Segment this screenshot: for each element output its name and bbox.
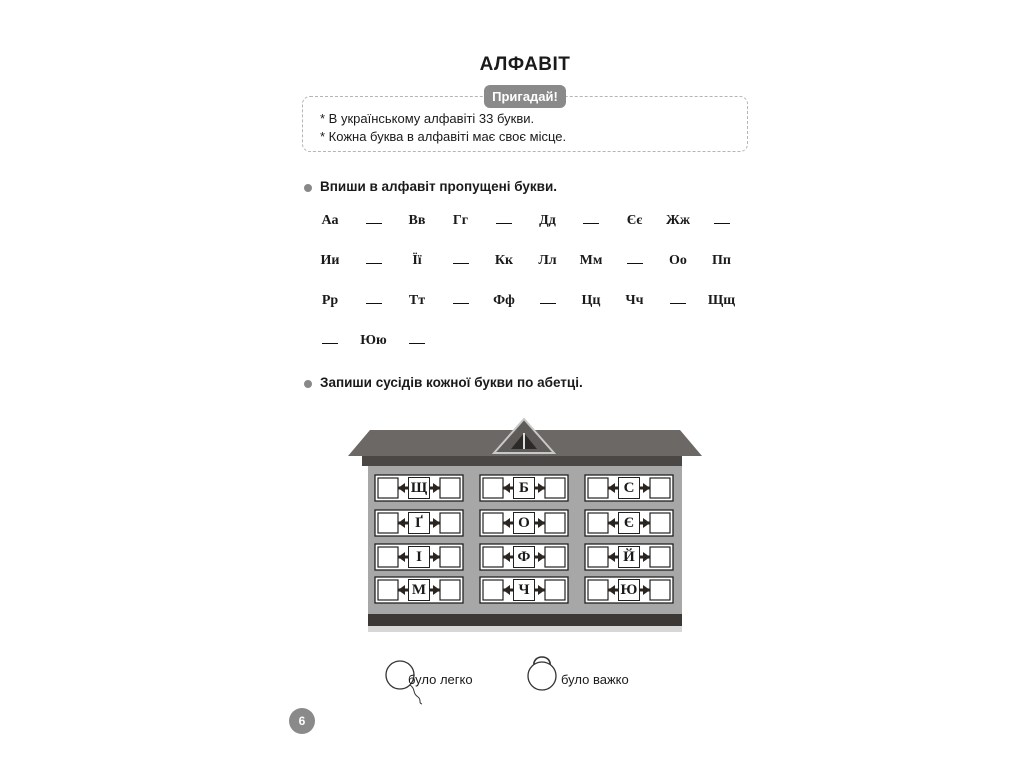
alphabet-letter: Єє xyxy=(626,213,643,228)
right-neighbor-box[interactable] xyxy=(650,580,670,600)
alphabet-letter: Фф xyxy=(493,293,515,308)
task2-instruction: Запиши сусідів кожної букви по абетці. xyxy=(320,375,583,390)
rule-text: * В українському алфавіті 33 букви. xyxy=(320,111,535,126)
alphabet-letter: Жж xyxy=(666,213,690,228)
alphabet-letter: Гг xyxy=(452,213,469,228)
left-neighbor-box[interactable] xyxy=(588,580,608,600)
hard-label: було важко xyxy=(561,672,629,687)
center-letter: Й xyxy=(618,546,640,568)
center-letter: О xyxy=(513,512,535,534)
alphabet-letter: Вв xyxy=(408,213,426,228)
remember-badge: Пригадай! xyxy=(484,85,566,108)
easy-label: було легко xyxy=(408,672,473,687)
center-letter: І xyxy=(408,546,430,568)
page-number: 6 xyxy=(289,708,315,734)
alphabet-letter: Юю xyxy=(360,333,387,348)
letter-blank xyxy=(438,253,484,269)
right-neighbor-box[interactable] xyxy=(440,547,460,567)
rule-text: * Кожна буква в алфавіті має своє місце. xyxy=(320,129,567,144)
letter-blank xyxy=(351,213,397,229)
alphabet-letter: Чч xyxy=(625,293,644,308)
alphabet-letter: Аа xyxy=(321,213,339,228)
bullet-icon xyxy=(304,380,312,388)
center-letter: Ґ xyxy=(408,512,430,534)
letter-blank xyxy=(351,293,397,309)
center-letter: С xyxy=(618,477,640,499)
left-neighbor-box[interactable] xyxy=(378,513,398,533)
alphabet-letter: Оо xyxy=(669,253,687,268)
alphabet-letter: Кк xyxy=(494,253,514,268)
task1-instruction: Впиши в алфавіт пропущені букви. xyxy=(320,179,558,194)
center-letter: Ч xyxy=(513,579,535,601)
right-neighbor-box[interactable] xyxy=(650,478,670,498)
alphabet-letter: Її xyxy=(412,253,422,268)
kettlebell-icon xyxy=(522,650,562,695)
letter-blank xyxy=(438,293,484,309)
letter-blank xyxy=(699,213,745,229)
right-neighbor-box[interactable] xyxy=(545,547,565,567)
left-neighbor-box[interactable] xyxy=(378,547,398,567)
alphabet-letter: Ии xyxy=(320,253,340,268)
left-neighbor-box[interactable] xyxy=(483,478,503,498)
right-neighbor-box[interactable] xyxy=(545,478,565,498)
letter-blank xyxy=(394,333,440,349)
letter-blank xyxy=(655,293,701,309)
bullet-icon xyxy=(304,184,312,192)
right-neighbor-box[interactable] xyxy=(545,580,565,600)
letter-blank xyxy=(481,213,527,229)
right-neighbor-box[interactable] xyxy=(440,478,460,498)
right-neighbor-box[interactable] xyxy=(650,513,670,533)
center-letter: М xyxy=(408,579,430,601)
left-neighbor-box[interactable] xyxy=(483,513,503,533)
left-neighbor-box[interactable] xyxy=(483,580,503,600)
alphabet-letter: Рр xyxy=(321,293,339,308)
left-neighbor-box[interactable] xyxy=(588,478,608,498)
alphabet-letter: Лл xyxy=(538,253,557,268)
letter-blank xyxy=(307,333,353,349)
alphabet-letter: Щщ xyxy=(707,293,736,308)
alphabet-letter: Пп xyxy=(712,253,731,268)
center-letter: Ю xyxy=(618,579,640,601)
center-letter: Є xyxy=(618,512,640,534)
letter-blank xyxy=(525,293,571,309)
center-letter: Б xyxy=(513,477,535,499)
left-neighbor-box[interactable] xyxy=(483,547,503,567)
page-title: АЛФАВІТ xyxy=(479,54,571,75)
left-neighbor-box[interactable] xyxy=(378,478,398,498)
left-neighbor-box[interactable] xyxy=(588,547,608,567)
letter-blank xyxy=(612,253,658,269)
left-neighbor-box[interactable] xyxy=(378,580,398,600)
house-eave xyxy=(362,456,682,466)
house-base xyxy=(368,614,682,626)
alphabet-letter: Мм xyxy=(579,253,603,268)
right-neighbor-box[interactable] xyxy=(440,580,460,600)
left-neighbor-box[interactable] xyxy=(588,513,608,533)
letter-blank xyxy=(568,213,614,229)
alphabet-letter: Тт xyxy=(408,293,426,308)
right-neighbor-box[interactable] xyxy=(650,547,670,567)
alphabet-letter: Дд xyxy=(539,213,556,228)
center-letter: Щ xyxy=(408,477,430,499)
letter-blank xyxy=(351,253,397,269)
alphabet-letter: Цц xyxy=(581,293,601,308)
center-letter: Ф xyxy=(513,546,535,568)
right-neighbor-box[interactable] xyxy=(440,513,460,533)
right-neighbor-box[interactable] xyxy=(545,513,565,533)
